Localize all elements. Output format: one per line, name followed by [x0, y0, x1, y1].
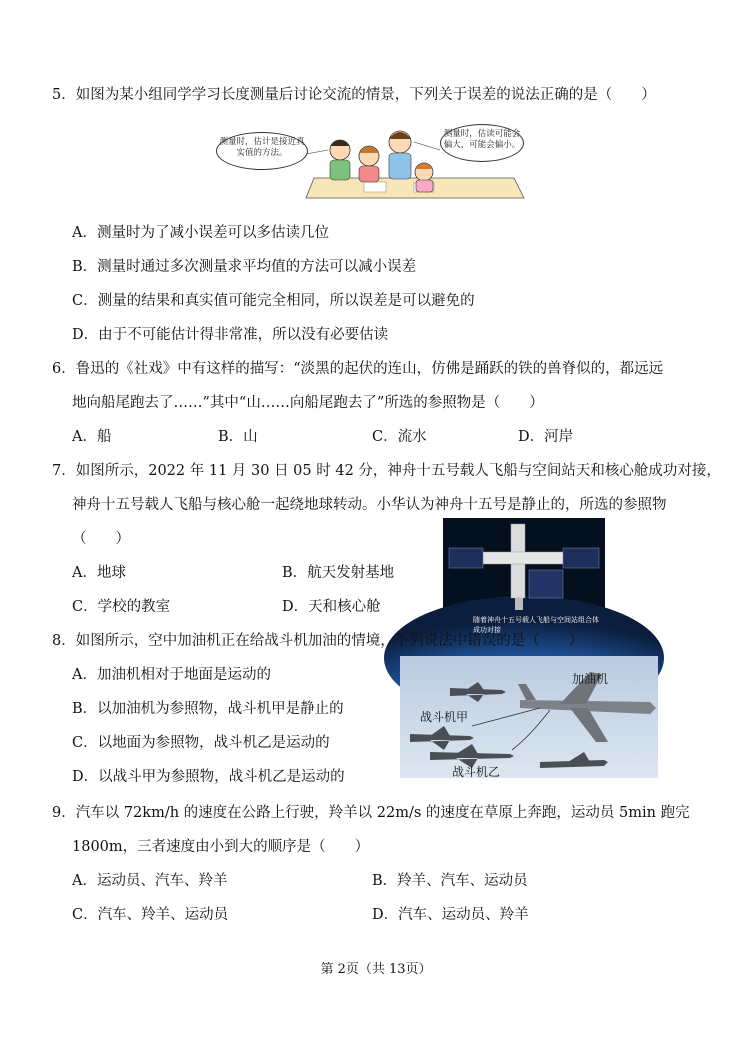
q5-bubble-left: 测量时，估计是接近真实值的方法。 [216, 132, 308, 170]
q7-option-a: A．地球 [72, 565, 126, 581]
q5-discussion-figure [214, 120, 526, 208]
q8-label-fighter-yi: 战斗机乙 [452, 765, 501, 779]
page-footer: 第 2页（共 13页） [320, 962, 432, 977]
q8-option-a: A．加油机相对于地面是运动的 [72, 667, 271, 683]
q7-photo-caption: 随着神舟十五号载人飞船与空间站组合体成功对接 [473, 616, 599, 634]
q7-stem-line3: （ ） [72, 531, 130, 547]
q7-option-d: D．天和核心舱 [282, 599, 381, 615]
q9-stem-line1: 9．汽车以 72km/h 的速度在公路上行驶，羚羊以 22m/s 的速度在草原上奔跑，运动员 5min 跑完 [52, 805, 690, 821]
q5-option-c: C．测量的结果和真实值可能完全相同，所以误差是可以避免的 [72, 293, 475, 309]
space-station-illustration [443, 518, 605, 625]
q7-option-c: C．学校的教室 [72, 599, 171, 615]
q5-bubble-right: 测量时，估读可能会偏大，可能会偏小。 [440, 124, 524, 162]
q6-option-a: A．船 [72, 429, 112, 445]
q9-stem-line2: 1800m，三者速度由小到大的顺序是（ ） [72, 839, 370, 855]
q7-stem-line1: 7．如图所示，2022 年 11 月 30 日 05 时 42 分，神舟十五号载人飞船与空间站天和核心舱成功对接， [52, 463, 721, 479]
q7-option-b: B．航天发射基地 [282, 565, 395, 581]
q7-space-station-photo [443, 518, 605, 634]
q6-option-b: B．山 [218, 429, 258, 445]
q6-option-d: D．河岸 [518, 429, 574, 445]
q8-option-b: B．以加油机为参照物，战斗机甲是静止的 [72, 701, 344, 717]
q8-refueling-photo [400, 656, 658, 778]
q9-option-c: C．汽车、羚羊、运动员 [72, 907, 229, 923]
q5-option-a: A．测量时为了减小误差可以多估读几位 [72, 225, 329, 241]
q7-stem-line2: 神舟十五号载人飞船与核心舱一起绕地球转动。小华认为神舟十五号是静止的，所选的参照物 [72, 497, 667, 513]
q8-label-fighter-jia: 战斗机甲 [420, 710, 469, 724]
q8-option-c: C．以地面为参照物，战斗机乙是运动的 [72, 735, 330, 751]
q6-stem-line1: 6．鲁迅的《社戏》中有这样的描写：“淡黑的起伏的连山，仿佛是踊跃的铁的兽脊似的，都远远 [52, 361, 664, 377]
q6-option-c: C．流水 [372, 429, 427, 445]
q5-stem: 5．如图为某小组同学学习长度测量后讨论交流的情景，下列关于误差的说法正确的是（ ） [52, 87, 656, 103]
q9-option-b: B．羚羊、汽车、运动员 [372, 873, 528, 889]
q5-option-d: D．由于不可能估计得非常准，所以没有必要估读 [72, 327, 389, 343]
q9-option-d: D．汽车、运动员、羚羊 [372, 907, 529, 923]
q8-label-tanker: 加油机 [572, 672, 609, 686]
q5-option-b: B．测量时通过多次测量求平均值的方法可以减小误差 [72, 259, 417, 275]
q8-option-d: D．以战斗甲为参照物，战斗机乙是运动的 [72, 769, 345, 785]
q6-stem-line2: 地向船尾跑去了……”其中“山……向船尾跑去了”所选的参照物是（ ） [72, 395, 544, 411]
q8-stem: 8．如图所示，空中加油机正在给战斗机加油的情境，下列说法中错误的是（ ） [52, 633, 584, 649]
q9-option-a: A．运动员、汽车、羚羊 [72, 873, 228, 889]
